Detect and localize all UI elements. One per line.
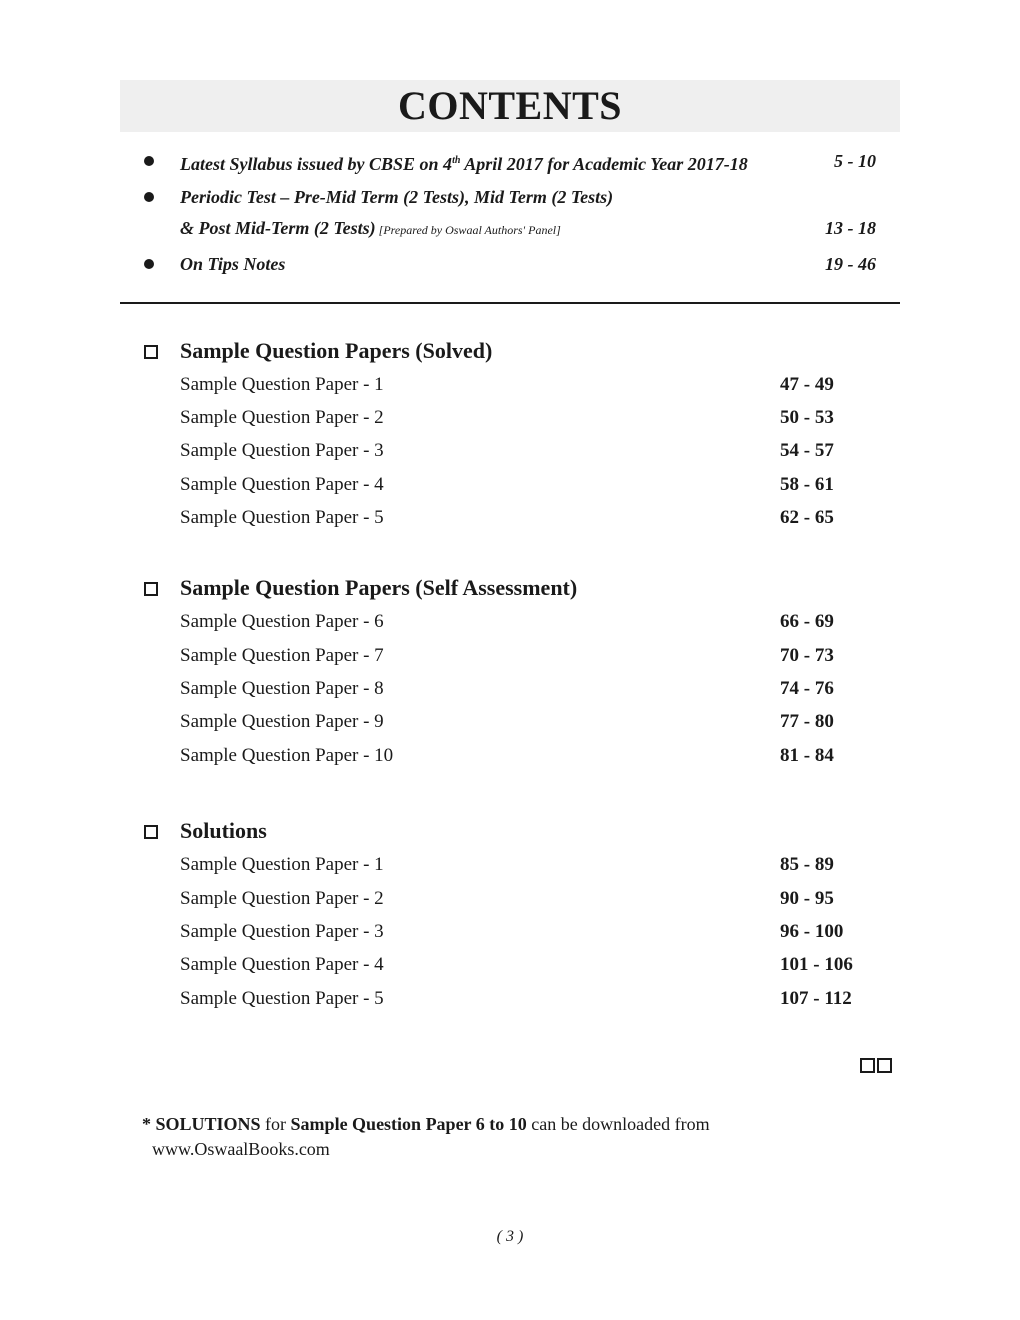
toc-item	[180, 741, 900, 771]
item-label: Sample Question Paper - 7	[180, 645, 384, 666]
item-label: Sample Question Paper - 5	[180, 988, 384, 1009]
item-label: Sample Question Paper - 6	[180, 611, 384, 632]
checkbox-square-icon	[144, 825, 158, 839]
section-heading	[140, 335, 900, 367]
page-range: 77 - 80	[780, 711, 834, 732]
toc-item	[180, 850, 900, 880]
toc-item	[180, 470, 900, 500]
item-label: Sample Question Paper - 1	[180, 854, 384, 875]
prepared-note: [Prepared by Oswaal Authors' Panel]	[375, 223, 561, 237]
item-label: Sample Question Paper - 8	[180, 678, 384, 699]
bullet-text-part: April 2017 for Academic Year 2017-18	[460, 154, 748, 174]
bullet-text-part: Latest Syllabus issued by CBSE on 4	[180, 154, 453, 174]
divider	[120, 302, 900, 304]
square-icon	[860, 1058, 875, 1073]
footnote-website: www.OswaalBooks.com	[152, 1139, 330, 1159]
toc-item	[180, 984, 900, 1014]
page-title: CONTENTS	[397, 83, 623, 128]
bullet-text: On Tips Notes	[180, 254, 286, 274]
bullet-text: Periodic Test – Pre-Mid Term (2 Tests), Mid Term (2 Tests)	[180, 187, 614, 207]
footnote-bold: Sample Question Paper 6 to 10	[290, 1114, 527, 1134]
toc-item	[180, 403, 900, 433]
contents-bullet-row-continued	[140, 213, 900, 243]
page-range: 101 - 106	[780, 954, 853, 975]
page-range: 62 - 65	[780, 507, 834, 528]
page-range: 47 - 49	[780, 374, 834, 395]
section-heading	[140, 572, 900, 604]
bullet-text	[180, 213, 561, 245]
item-label: Sample Question Paper - 3	[180, 440, 384, 461]
item-label: Sample Question Paper - 1	[180, 374, 384, 395]
toc-item	[180, 884, 900, 914]
toc-item	[180, 607, 900, 637]
section-heading-text: Solutions	[180, 818, 267, 843]
page-range: 70 - 73	[780, 645, 834, 666]
footnote-text: for	[260, 1114, 291, 1134]
item-label: Sample Question Paper - 4	[180, 474, 384, 495]
checkbox-square-icon	[144, 345, 158, 359]
item-label: Sample Question Paper - 5	[180, 507, 384, 528]
page-range: 13 - 18	[825, 218, 876, 238]
square-icon	[877, 1058, 892, 1073]
footnote-star: *	[142, 1114, 156, 1134]
page-range: 96 - 100	[780, 921, 844, 942]
footnote-line	[142, 1112, 842, 1137]
footnote	[142, 1112, 842, 1162]
page-range: 50 - 53	[780, 407, 834, 428]
page-range: 74 - 76	[780, 678, 834, 699]
section-heading-text: Sample Question Papers (Solved)	[180, 338, 493, 363]
footnote-text: can be downloaded from	[526, 1114, 710, 1134]
section-heading	[140, 815, 900, 847]
bullet-icon	[144, 192, 154, 202]
contents-bullet-row	[140, 146, 900, 176]
end-marks	[860, 1058, 896, 1072]
toc-item	[180, 674, 900, 704]
toc-item	[180, 917, 900, 947]
toc-item	[180, 436, 900, 466]
toc-item	[180, 503, 900, 533]
section-heading-text: Sample Question Papers (Self Assessment)	[180, 575, 578, 600]
page-number: ( 3 )	[496, 1228, 524, 1245]
contents-bullet-row	[140, 249, 900, 279]
contents-bullet-row	[140, 182, 900, 212]
item-label: Sample Question Paper - 10	[180, 745, 394, 766]
bullet-icon	[144, 259, 154, 269]
page-range: 54 - 57	[780, 440, 834, 461]
page-range: 90 - 95	[780, 888, 834, 909]
item-label: Sample Question Paper - 3	[180, 921, 384, 942]
page-range: 5 - 10	[834, 151, 876, 171]
page-range: 107 - 112	[780, 988, 852, 1009]
item-label: Sample Question Paper - 4	[180, 954, 384, 975]
page-range: 58 - 61	[780, 474, 834, 495]
toc-item	[180, 370, 900, 400]
bullet-text-part: & Post Mid-Term (2 Tests)	[180, 218, 376, 238]
bullet-icon	[144, 156, 154, 166]
item-label: Sample Question Paper - 2	[180, 888, 384, 909]
toc-item	[180, 641, 900, 671]
page-range: 66 - 69	[780, 611, 834, 632]
superscript: th	[452, 155, 461, 166]
page-range: 85 - 89	[780, 854, 834, 875]
checkbox-square-icon	[144, 582, 158, 596]
item-label: Sample Question Paper - 2	[180, 407, 384, 428]
page-range: 19 - 46	[825, 254, 876, 274]
title-band	[120, 80, 900, 132]
bullet-text	[180, 146, 748, 179]
page-range: 81 - 84	[780, 745, 834, 766]
toc-item	[180, 707, 900, 737]
footnote-bold: SOLUTIONS	[155, 1114, 261, 1134]
toc-item	[180, 950, 900, 980]
item-label: Sample Question Paper - 9	[180, 711, 384, 732]
